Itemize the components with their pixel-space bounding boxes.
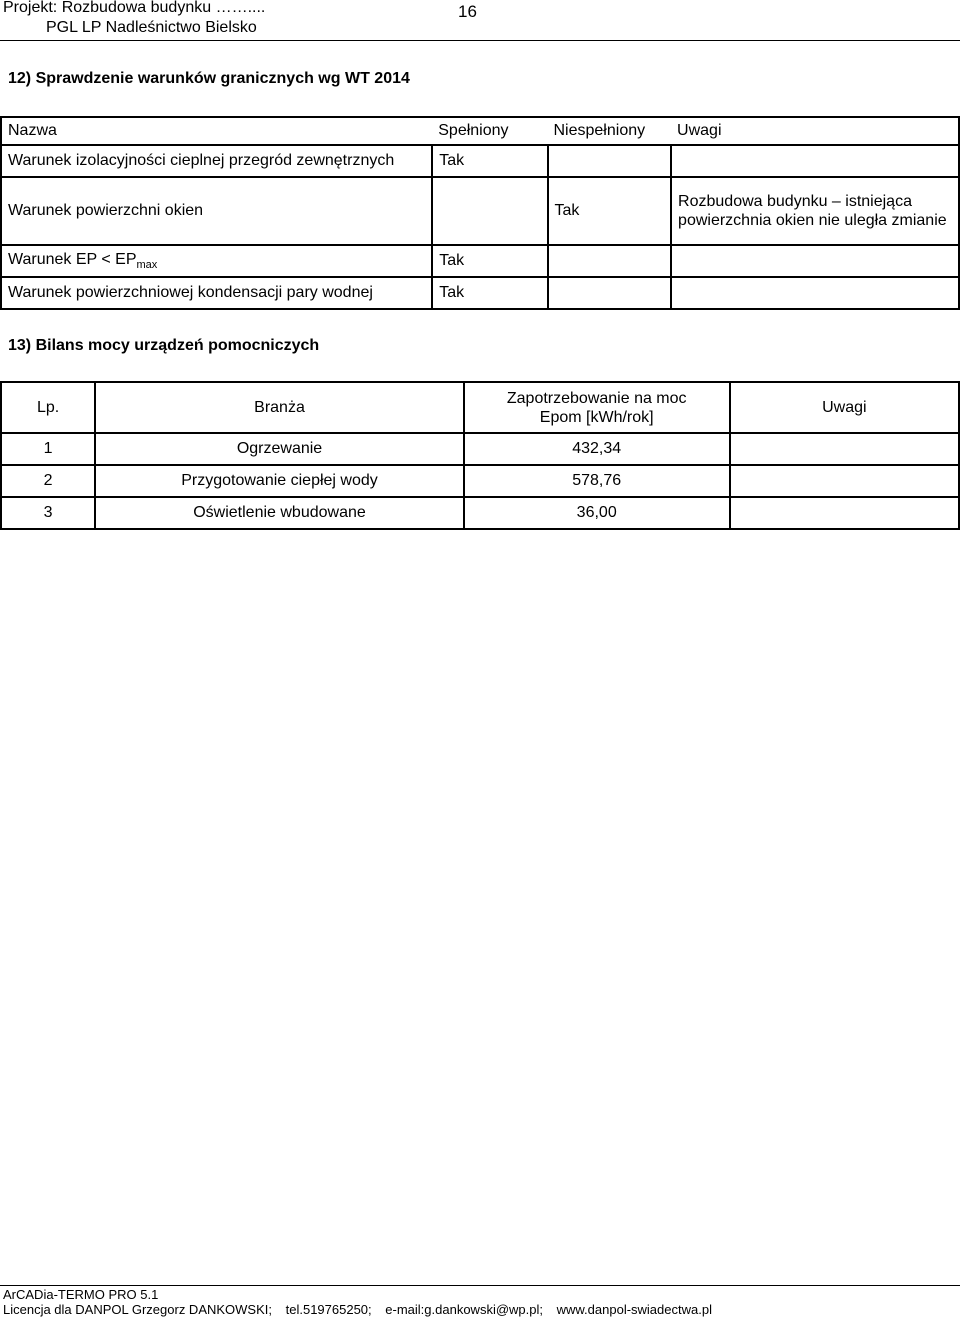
footer-website: www.danpol-swiadectwa.pl xyxy=(556,1302,712,1317)
page-number: 16 xyxy=(458,2,477,21)
column-header-branza: Branża xyxy=(95,382,464,433)
condition-name: Warunek powierzchniowej kondensacji pary wodnej xyxy=(1,277,432,309)
table-row xyxy=(1,433,959,465)
row-demand: 36,00 xyxy=(464,497,730,529)
table-header-row xyxy=(1,117,959,145)
row-demand: 432,34 xyxy=(464,433,730,465)
row-notes xyxy=(730,433,959,465)
section-13-title: 13) Bilans mocy urządzeń pomocniczych xyxy=(8,337,320,354)
table-row xyxy=(1,465,959,497)
row-demand: 578,76 xyxy=(464,465,730,497)
row-notes xyxy=(730,465,959,497)
condition-fulfilled: Tak xyxy=(432,277,547,309)
condition-name-subscript: max xyxy=(136,259,158,272)
project-line: Projekt: Rozbudowa budynku …….... xyxy=(3,0,266,16)
condition-name xyxy=(1,245,432,277)
auxiliary-power-table xyxy=(0,381,960,530)
condition-fulfilled: Tak xyxy=(432,245,547,277)
header-divider xyxy=(0,40,960,41)
condition-notes xyxy=(671,245,959,277)
table-row xyxy=(1,145,959,177)
footer-divider xyxy=(0,1285,960,1286)
table-header-row xyxy=(1,382,959,433)
condition-name: Warunek powierzchni okien xyxy=(1,177,432,245)
row-lp: 1 xyxy=(1,433,95,465)
row-lp: 3 xyxy=(1,497,95,529)
row-branza: Ogrzewanie xyxy=(95,433,464,465)
footer-email: e-mail:g.dankowski@wp.pl; xyxy=(385,1302,543,1317)
section-12-title: 12) Sprawdzenie warunków granicznych wg WT 2014 xyxy=(8,70,410,87)
condition-fulfilled xyxy=(432,177,547,245)
row-branza: Przygotowanie ciepłej wody xyxy=(95,465,464,497)
footer-software: ArCADia-TERMO PRO 5.1 xyxy=(3,1287,159,1302)
table-row xyxy=(1,177,959,245)
condition-name: Warunek izolacyjności cieplnej przegród zewnętrznych xyxy=(1,145,432,177)
footer-phone: tel.519765250; xyxy=(285,1302,372,1317)
condition-not-fulfilled xyxy=(548,245,672,277)
column-header-notes: Uwagi xyxy=(671,117,959,145)
boundary-conditions-table xyxy=(0,116,960,310)
row-lp: 2 xyxy=(1,465,95,497)
column-header-lp: Lp. xyxy=(1,382,95,433)
condition-not-fulfilled: Tak xyxy=(548,177,672,245)
row-notes xyxy=(730,497,959,529)
page-header xyxy=(3,0,265,38)
condition-notes: Rozbudowa budynku – istniejąca powierzchnia okien nie uległa zmianie xyxy=(671,177,959,245)
column-header-fulfilled: Spełniony xyxy=(432,117,547,145)
condition-name-main: Warunek EP < EP xyxy=(8,250,137,268)
column-header-demand: Zapotrzebowanie na moc Epom [kWh/rok] xyxy=(464,382,730,433)
condition-notes xyxy=(671,277,959,309)
table-row xyxy=(1,277,959,309)
column-header-notes: Uwagi xyxy=(730,382,959,433)
condition-not-fulfilled xyxy=(548,145,672,177)
column-header-not-fulfilled: Niespełniony xyxy=(548,117,672,145)
condition-not-fulfilled xyxy=(548,277,672,309)
condition-fulfilled: Tak xyxy=(432,145,547,177)
page-footer xyxy=(3,1287,722,1317)
column-header-name: Nazwa xyxy=(1,117,432,145)
table-row xyxy=(1,245,959,277)
footer-license: Licencja dla DANPOL Grzegorz DANKOWSKI; xyxy=(3,1302,272,1317)
condition-notes xyxy=(671,145,959,177)
footer-license-line xyxy=(3,1302,722,1317)
table-row xyxy=(1,497,959,529)
organization-line: PGL LP Nadleśnictwo Bielsko xyxy=(46,19,257,36)
row-branza: Oświetlenie wbudowane xyxy=(95,497,464,529)
